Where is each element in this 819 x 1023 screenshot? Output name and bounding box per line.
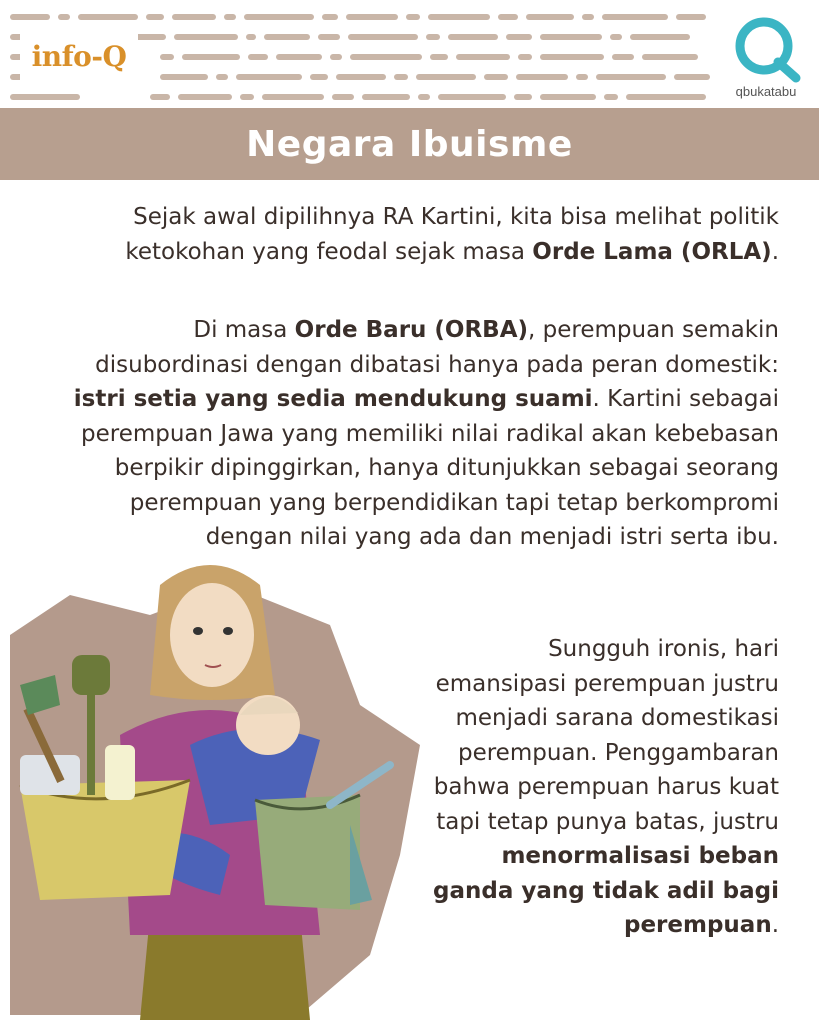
paragraph-3-bold-a: menormalisasi beban ganda yang tidak adil bagi perempuan (433, 843, 779, 938)
q-logo-icon (722, 12, 810, 84)
title-bar (0, 108, 819, 180)
paragraph-2-bold-b: istri setia yang sedia mendukung suami (73, 386, 593, 412)
paragraph-1 (40, 200, 779, 269)
paragraph-1-text-a: Sejak awal dipilihnya RA Kartini, kita bisa melihat politik ketokohan yang feodal sejak masa (125, 204, 779, 265)
paragraph-1-text-b: . (771, 238, 779, 265)
page-title: Negara Ibuisme (246, 123, 573, 165)
info-q-logo-text: info-Q (31, 39, 127, 73)
paragraph-3-text-a: Sungguh ironis, hari emansipasi perempuan justru menjadi sarana domestikasi perempuan. Penggambaran bahwa perempuan harus kuat tapi tetap punya batas, justru (433, 636, 779, 835)
woman-with-baby-and-baskets-illustration (0, 555, 430, 1023)
info-q-logo (20, 28, 138, 84)
paragraph-2-bold-a: Orde Baru (ORBA) (294, 317, 529, 343)
paragraph-2 (60, 313, 779, 555)
paragraph-3-text-b: . (771, 912, 779, 938)
paragraph-1-bold-a: Orde Lama (ORLA) (532, 238, 772, 265)
paragraph-3 (420, 632, 779, 943)
q-logo-caption: qbukatabu (735, 84, 797, 99)
paragraph-2-text-b: , perempuan semakin disubordinasi dengan dibatasi hanya pada peran domestik: (95, 317, 779, 378)
paragraph-2-text-c: . Kartini sebagai perempuan Jawa yang memiliki nilai radikal akan kebebasan berpikir dipinggirkan, hanya ditunjukkan sebagai seorang perempuan yang berpendidikan tapi tetap berkompromi dengan nilai yang ada dan menjadi istri serta ibu. (81, 386, 779, 550)
header-banner (0, 0, 819, 108)
q-logo (722, 12, 810, 104)
paragraph-2-text-a: Di masa (193, 317, 295, 343)
